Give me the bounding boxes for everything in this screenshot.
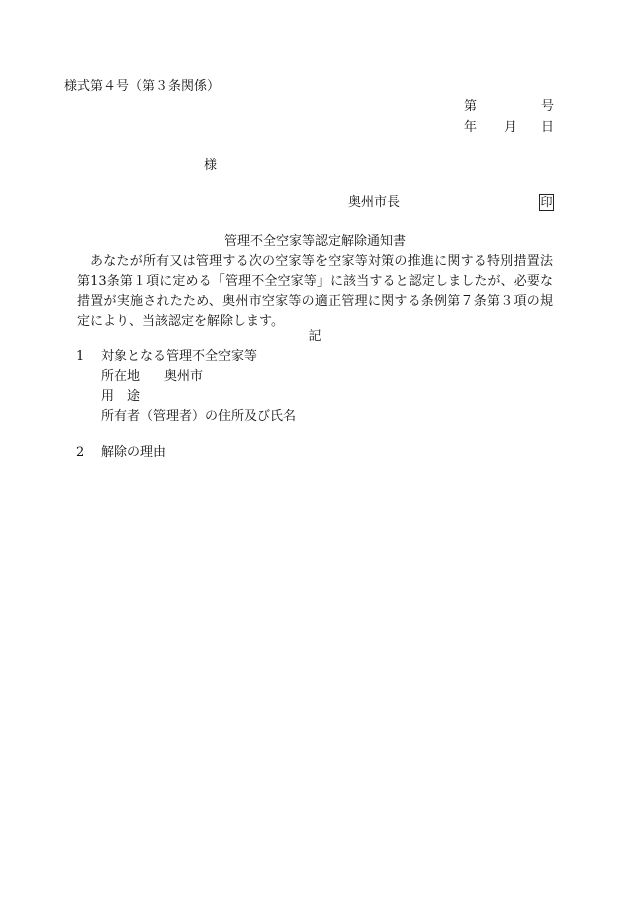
date-month-label: 月	[504, 120, 518, 135]
date-day-label: 日	[541, 120, 555, 135]
recipient-honorific: 様	[204, 158, 218, 173]
notice-body-text: あなたが所有又は管理する次の空家等を空家等対策の推進に関する特別措置法第13条第１項に定める「管理不全空家等」に該当すると認定しましたが、必要な措置が実施されたため、奥州市空家等の適正管理に関する条例第７条第３項の規定により、当該認定を解除します。	[77, 254, 553, 329]
item-1-number: 1	[76, 349, 85, 364]
document-number-prefix: 第	[464, 99, 478, 114]
item-1-label: 対象となる管理不全空家等	[101, 349, 258, 364]
location-value: 奥州市	[164, 369, 204, 384]
date-year-label: 年	[464, 120, 478, 135]
document-title: 管理不全空家等認定解除通知書	[223, 234, 406, 249]
sender-title: 奥州市長	[348, 195, 401, 210]
seal-stamp: 印	[540, 195, 553, 209]
form-number: 様式第４号（第３条関係）	[64, 79, 221, 94]
item-2-number: 2	[76, 445, 85, 460]
ki-heading: 記	[308, 329, 322, 344]
document-number-suffix: 号	[541, 99, 555, 114]
owner-address-name-label: 所有者（管理者）の住所及び氏名	[101, 409, 297, 424]
item-2-label: 解除の理由	[101, 445, 167, 460]
use-label: 用 途	[101, 389, 141, 404]
location-label: 所在地	[101, 369, 141, 384]
